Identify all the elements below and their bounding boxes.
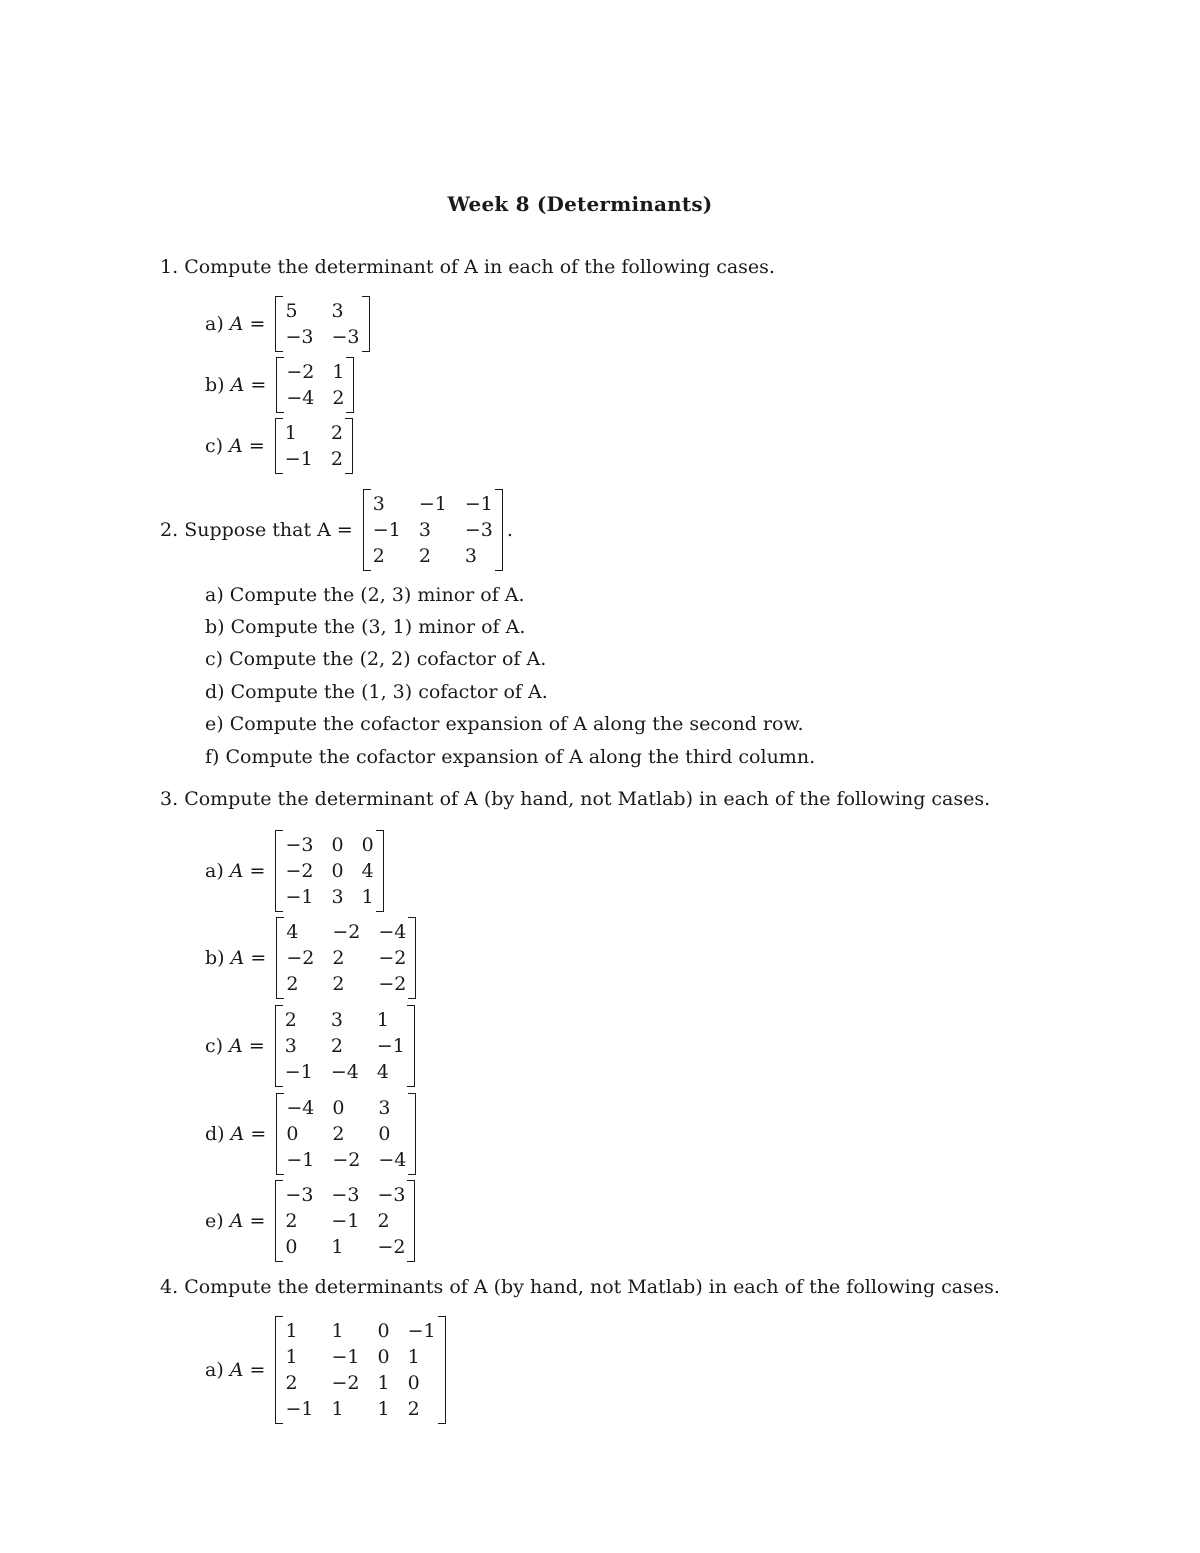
matrix-cell: −2 xyxy=(377,1236,406,1258)
matrix-cell: 3 xyxy=(418,519,431,541)
equation-label: A = xyxy=(229,313,266,335)
matrix-cell: 0 xyxy=(331,834,344,856)
question-number: 3. xyxy=(160,788,179,810)
bracket-corner xyxy=(408,1093,415,1094)
part-label: a) xyxy=(205,313,224,335)
matrix-cell: −1 xyxy=(286,1149,315,1171)
matrix-cell: −3 xyxy=(285,1184,314,1206)
matrix-cell: 1 xyxy=(331,1398,344,1420)
matrix-cell: 1 xyxy=(376,1009,389,1031)
equation-label: A = xyxy=(230,374,267,396)
bracket-corner xyxy=(495,489,502,490)
matrix-cell: 3 xyxy=(284,1035,297,1057)
q3-part-b xyxy=(205,917,416,999)
matrix-cell: 2 xyxy=(332,947,345,969)
matrix-cell: −4 xyxy=(378,921,407,943)
matrix-cell: 0 xyxy=(286,1123,299,1145)
matrix-cell: −2 xyxy=(378,947,407,969)
matrix xyxy=(276,917,416,999)
matrix-cell: 0 xyxy=(285,1236,298,1258)
question-3 xyxy=(160,788,990,810)
bracket-corner xyxy=(438,1423,445,1424)
part-label: b) xyxy=(205,374,225,396)
part-text: Compute the cofactor expansion of A along the third column. xyxy=(225,746,816,768)
matrix-cell: 2 xyxy=(377,1210,390,1232)
part-label: a) xyxy=(205,584,224,606)
matrix xyxy=(275,1180,415,1262)
matrix xyxy=(275,830,383,912)
matrix-cell: 1 xyxy=(331,1320,344,1342)
matrix-cell: −2 xyxy=(286,361,315,383)
question-number: 1. xyxy=(160,256,179,278)
matrix-cell: 0 xyxy=(378,1123,391,1145)
matrix-cell: 3 xyxy=(331,300,344,322)
equation-label: A = xyxy=(229,1359,266,1381)
q2-part-f xyxy=(205,746,815,768)
part-text: Compute the (2, 2) cofactor of A. xyxy=(229,648,547,670)
bracket-corner xyxy=(345,418,352,419)
matrix-cell: −2 xyxy=(285,860,314,882)
equation-label: A = xyxy=(229,1210,266,1232)
matrix-cell: −1 xyxy=(285,886,314,908)
question-text: Compute the determinants of A (by hand, not Matlab) in each of the following cases. xyxy=(184,1276,1000,1298)
matrix-cell: 0 xyxy=(407,1372,420,1394)
equation-label: A = xyxy=(230,947,267,969)
q3-part-c xyxy=(205,1005,415,1087)
part-label: d) xyxy=(205,681,225,703)
q4-part-a xyxy=(205,1316,446,1424)
matrix-cell: −2 xyxy=(332,921,361,943)
matrix-cell: 4 xyxy=(286,921,299,943)
bracket-corner xyxy=(407,1005,414,1006)
q3-part-d xyxy=(205,1093,416,1175)
matrix-cell: 1 xyxy=(285,1346,298,1368)
matrix-cell: 3 xyxy=(464,545,477,567)
matrix-cell: 1 xyxy=(331,1236,344,1258)
question-2 xyxy=(160,489,513,571)
bracket-corner xyxy=(407,1180,414,1181)
matrix-cell: −2 xyxy=(332,1149,361,1171)
page-title: Week 8 (Determinants) xyxy=(447,192,713,216)
matrix-cell: 4 xyxy=(361,860,374,882)
matrix xyxy=(275,296,369,352)
matrix xyxy=(275,418,353,474)
matrix-cell: −3 xyxy=(285,326,314,348)
q2-part-d xyxy=(205,681,548,703)
matrix-cell: −1 xyxy=(376,1035,405,1057)
matrix-cell: 5 xyxy=(285,300,298,322)
matrix-cell: 1 xyxy=(377,1398,390,1420)
matrix-cell: 2 xyxy=(407,1398,420,1420)
matrix-cell: −3 xyxy=(285,834,314,856)
bracket-corner xyxy=(346,412,353,413)
matrix-cell: −4 xyxy=(286,1097,315,1119)
matrix-cell: −3 xyxy=(377,1184,406,1206)
matrix-cell: 1 xyxy=(377,1372,390,1394)
matrix-cell: 2 xyxy=(286,973,299,995)
bracket-corner xyxy=(362,296,369,297)
matrix-cell: −1 xyxy=(285,1398,314,1420)
question-number: 2. xyxy=(160,519,179,541)
matrix-cell: −2 xyxy=(331,1372,360,1394)
matrix-cell: 2 xyxy=(418,545,431,567)
matrix-cell: −4 xyxy=(330,1061,359,1083)
question-text: Compute the determinant of A in each of the following cases. xyxy=(184,256,775,278)
matrix-cell: 3 xyxy=(372,493,385,515)
matrix-cell: −1 xyxy=(284,448,313,470)
matrix-cell: −1 xyxy=(407,1320,436,1342)
q1-part-a xyxy=(205,296,370,352)
matrix-cell: −1 xyxy=(464,493,493,515)
matrix-cell: 3 xyxy=(330,1009,343,1031)
part-label: e) xyxy=(205,1210,224,1232)
part-label: c) xyxy=(205,1035,224,1057)
part-label: b) xyxy=(205,616,225,638)
q2-part-c xyxy=(205,648,546,670)
matrix-cell: 1 xyxy=(284,422,297,444)
question-1 xyxy=(160,256,775,278)
bracket-corner xyxy=(408,917,415,918)
bracket-corner xyxy=(346,357,353,358)
matrix-cell: −1 xyxy=(331,1346,360,1368)
matrix-cell: 1 xyxy=(361,886,374,908)
q3-part-e xyxy=(205,1180,415,1262)
matrix-cell: −3 xyxy=(331,1184,360,1206)
q2-part-a xyxy=(205,584,525,606)
equation-label: A = xyxy=(229,1035,265,1057)
equation-label: A = xyxy=(230,1123,267,1145)
part-label: a) xyxy=(205,860,224,882)
matrix-cell: 2 xyxy=(285,1210,298,1232)
question-tail: . xyxy=(506,519,513,541)
matrix-cell: 1 xyxy=(332,361,345,383)
matrix-cell: 2 xyxy=(285,1372,298,1394)
matrix-cell: 2 xyxy=(332,1123,345,1145)
matrix-cell: −4 xyxy=(378,1149,407,1171)
matrix-cell: −1 xyxy=(331,1210,360,1232)
part-text: Compute the (3, 1) minor of A. xyxy=(230,616,526,638)
matrix xyxy=(275,1005,415,1087)
matrix-cell: −1 xyxy=(418,493,447,515)
matrix-cell: 2 xyxy=(284,1009,297,1031)
part-text: Compute the cofactor expansion of A along the second row. xyxy=(229,713,804,735)
matrix-cell: 2 xyxy=(330,422,343,444)
matrix-cell: 0 xyxy=(332,1097,345,1119)
matrix-cell: −2 xyxy=(286,947,315,969)
matrix-cell: 2 xyxy=(332,973,345,995)
matrix-cell: −4 xyxy=(286,387,315,409)
matrix-cell: −1 xyxy=(372,519,401,541)
part-label: a) xyxy=(205,1359,224,1381)
question-text: Compute the determinant of A (by hand, not Matlab) in each of the following cases. xyxy=(184,788,991,810)
matrix-cell: 0 xyxy=(377,1346,390,1368)
matrix xyxy=(276,1093,416,1175)
matrix-cell: 2 xyxy=(332,387,345,409)
matrix-cell: 1 xyxy=(407,1346,420,1368)
part-label: b) xyxy=(205,947,225,969)
matrix-cell: −2 xyxy=(378,973,407,995)
question-4 xyxy=(160,1276,1000,1298)
bracket-corner xyxy=(408,998,415,999)
bracket-corner xyxy=(407,1086,414,1087)
part-label: c) xyxy=(205,648,224,670)
matrix-cell: 0 xyxy=(377,1320,390,1342)
matrix-cell: 2 xyxy=(330,448,343,470)
equation-label: A = xyxy=(229,435,265,457)
part-label: d) xyxy=(205,1123,225,1145)
part-label: e) xyxy=(205,713,224,735)
matrix-cell: 0 xyxy=(331,860,344,882)
question-number: 4. xyxy=(160,1276,179,1298)
matrix xyxy=(275,1316,445,1424)
matrix-cell: −1 xyxy=(284,1061,313,1083)
bracket-corner xyxy=(362,351,369,352)
bracket-corner xyxy=(407,1261,414,1262)
matrix-cell: 0 xyxy=(361,834,374,856)
q1-part-c xyxy=(205,418,353,474)
q2-part-e xyxy=(205,713,804,735)
bracket-corner xyxy=(408,1174,415,1175)
question-text: Suppose that A = xyxy=(184,519,353,541)
q1-part-b xyxy=(205,357,354,413)
bracket-corner xyxy=(376,911,383,912)
part-text: Compute the (1, 3) cofactor of A. xyxy=(230,681,548,703)
matrix-cell: 4 xyxy=(376,1061,389,1083)
equation-label: A = xyxy=(229,860,266,882)
matrix-cell: 3 xyxy=(378,1097,391,1119)
part-text: Compute the (2, 3) minor of A. xyxy=(229,584,525,606)
matrix xyxy=(276,357,354,413)
matrix-cell: 3 xyxy=(331,886,344,908)
q2-part-b xyxy=(205,616,525,638)
part-label: c) xyxy=(205,435,224,457)
matrix-cell: 2 xyxy=(330,1035,343,1057)
part-label: f) xyxy=(205,746,220,768)
matrix-cell: −3 xyxy=(464,519,493,541)
bracket-corner xyxy=(345,473,352,474)
matrix-cell: 2 xyxy=(372,545,385,567)
bracket-corner xyxy=(495,570,502,571)
matrix-cell: 1 xyxy=(285,1320,298,1342)
bracket-corner xyxy=(376,830,383,831)
bracket-corner xyxy=(438,1316,445,1317)
q3-part-a xyxy=(205,830,384,912)
matrix xyxy=(363,489,503,571)
matrix-cell: −3 xyxy=(331,326,360,348)
